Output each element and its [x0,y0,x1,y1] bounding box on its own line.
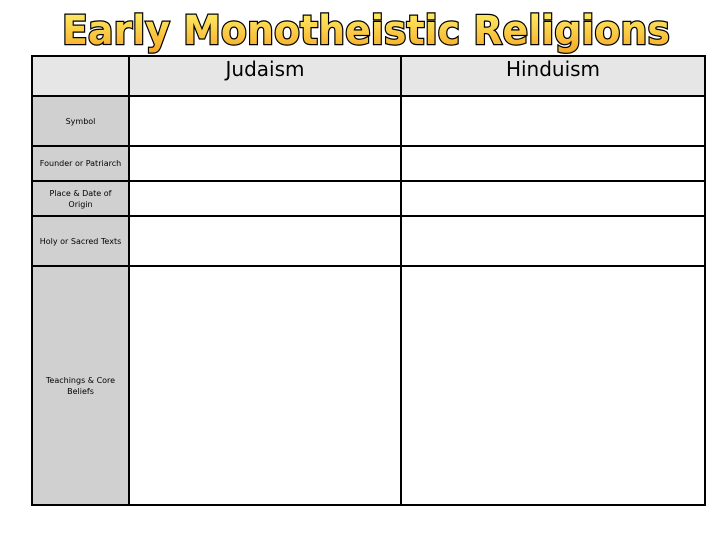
comparison-table [31,55,706,506]
row-label-origin: Place & Date of Origin [32,181,129,216]
table-row [32,266,705,505]
title-text: Early Monotheistic Religions [62,8,670,54]
column-header-hinduism: Hinduism [401,56,705,96]
row-label-texts: Holy or Sacred Texts [32,216,129,266]
cell-judaism-teachings[interactable] [129,266,401,505]
cell-hinduism-founder[interactable] [401,146,705,181]
cell-judaism-texts[interactable] [129,216,401,266]
cell-hinduism-origin[interactable] [401,181,705,216]
row-label-founder: Founder or Patriarch [32,146,129,181]
table-row [32,181,705,216]
table-row [32,146,705,181]
cell-hinduism-texts[interactable] [401,216,705,266]
corner-cell [32,56,129,96]
cell-hinduism-teachings[interactable] [401,266,705,505]
cell-judaism-symbol[interactable] [129,96,401,146]
table-row [32,96,705,146]
cell-judaism-founder[interactable] [129,146,401,181]
table-row [32,216,705,266]
row-label-symbol: Symbol [32,96,129,146]
page-title [0,0,720,54]
header-row [32,56,705,96]
cell-judaism-origin[interactable] [129,181,401,216]
column-header-judaism: Judaism [129,56,401,96]
cell-hinduism-symbol[interactable] [401,96,705,146]
row-label-teachings: Teachings & Core Beliefs [32,266,129,505]
